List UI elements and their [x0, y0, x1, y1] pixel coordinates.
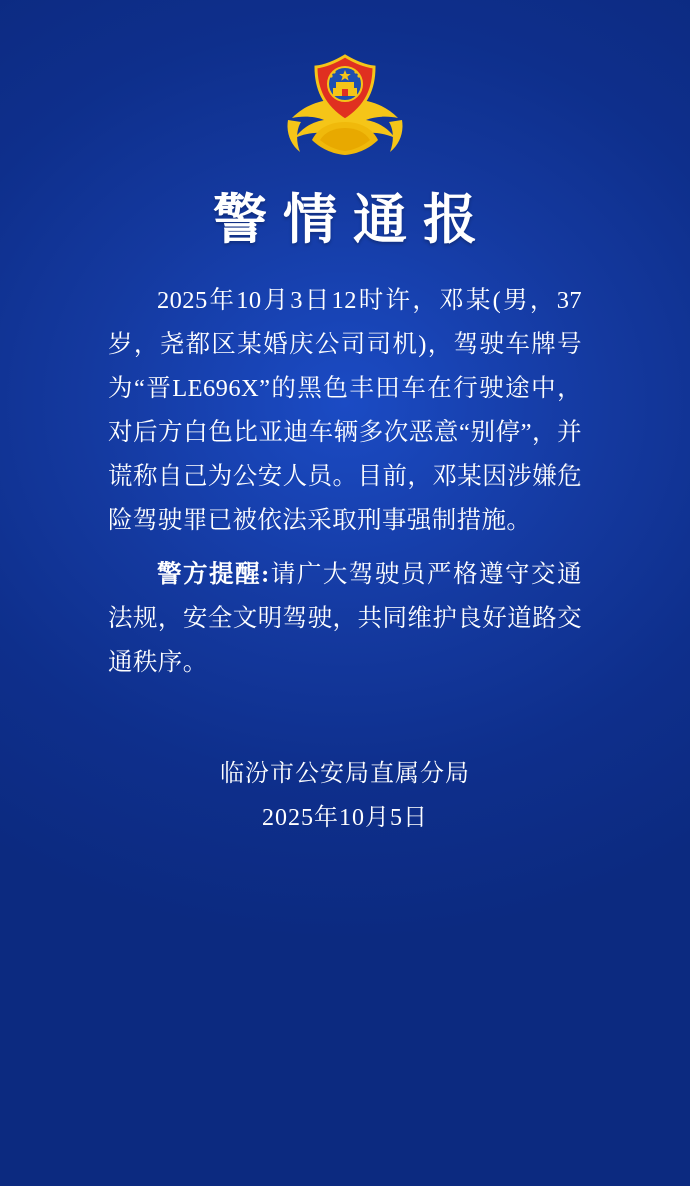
notice-body	[108, 279, 582, 691]
notice-footer	[0, 752, 690, 840]
notice-tip-text: 请广大驾驶员严格遵守交通法规，安全文明驾驶，共同维护良好道路交通秩序。	[108, 560, 582, 676]
notice-tip-lead: 警方提醒:	[157, 560, 270, 588]
page-title: 警情通报	[213, 190, 493, 250]
police-emblem-icon	[280, 48, 410, 170]
notice-paragraph: 2025年10月3日12时许，邓某(男，37岁，尧都区某婚庆公司司机)，驾驶车牌号为“晋LE696X”的黑色丰田车在行驶途中，对后方白色比亚迪车辆多次恶意“别停”，并谎称自己为公安人员。目前，邓某因涉嫌危险驾驶罪已被依法采取刑事强制措施。	[108, 286, 582, 534]
issuing-authority: 临汾市公安局直属分局	[220, 761, 470, 787]
notice-tip	[108, 553, 582, 685]
issue-date: 2025年10月5日	[262, 805, 428, 831]
